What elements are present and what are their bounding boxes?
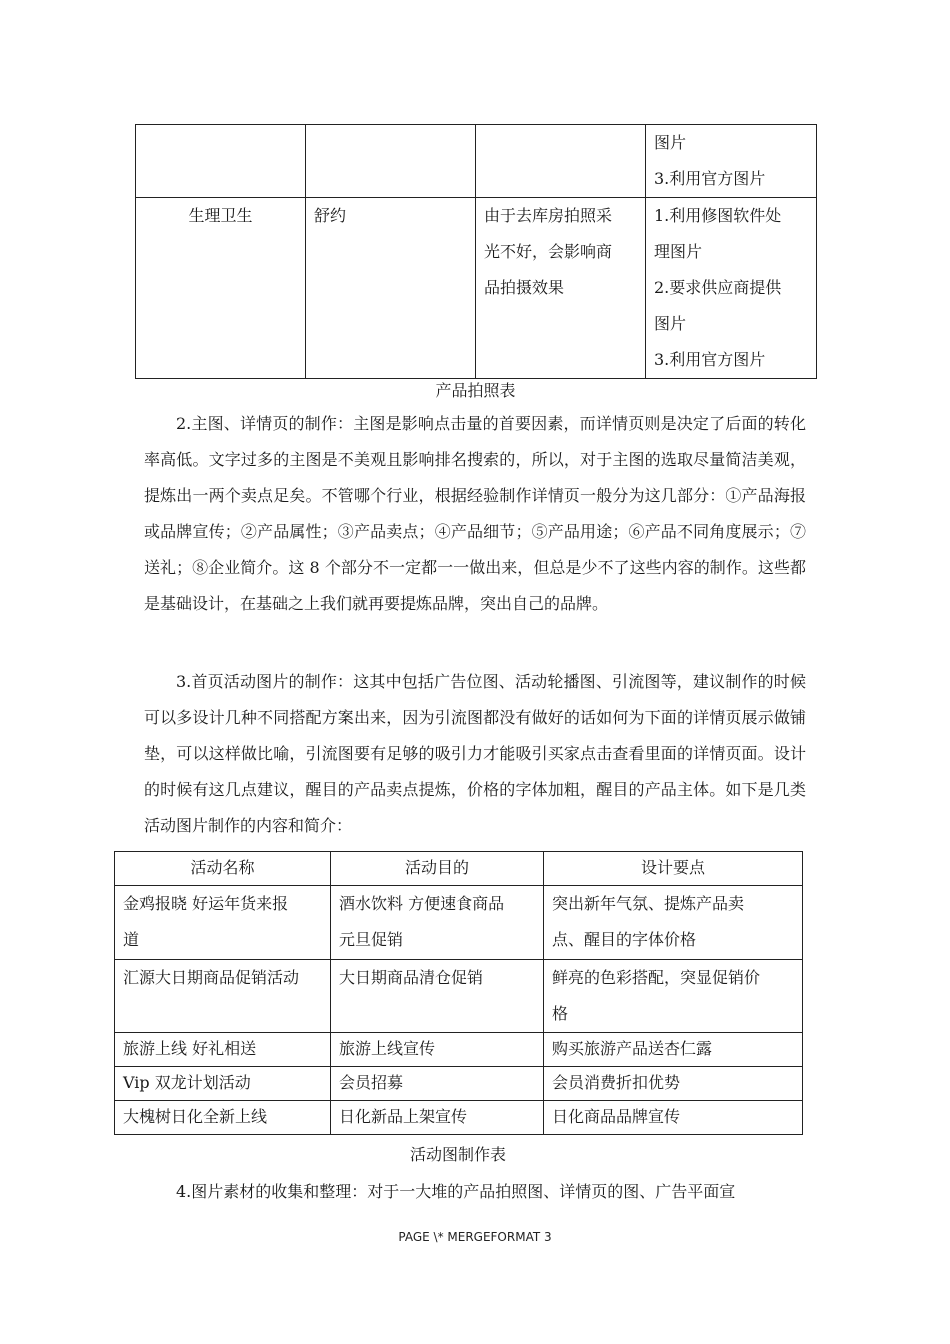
cell-text: 品拍摄效果 (484, 278, 565, 297)
table-caption: 活动图制作表 (409, 1145, 506, 1164)
table-row (136, 125, 817, 198)
table-cell (646, 198, 817, 379)
table-cell: 日化商品品牌宣传 (544, 1101, 803, 1135)
cell-text: 金鸡报晓 好运年货来报 (123, 894, 289, 913)
cell-text: 突出新年气氛、提炼产品卖 (552, 894, 745, 913)
table-cell: 日化新品上架宣传 (331, 1101, 544, 1135)
column-header: 活动目的 (331, 852, 544, 886)
table-cell: 旅游上线宣传 (331, 1033, 544, 1067)
cell-text: 格 (552, 1004, 569, 1023)
cell-text: 2.要求供应商提供 (654, 278, 782, 297)
table-row (136, 198, 817, 379)
cell-text: 酒水饮料 方便速食商品 (339, 894, 505, 913)
table-cell: 会员消费折扣优势 (544, 1067, 803, 1101)
paragraph: 4.图片素材的收集和整理：对于一大堆的产品拍照图、详情页的图、广告平面宣 (176, 1182, 736, 1201)
cell-text: 汇源大日期商品促销活动 (123, 968, 300, 987)
table-cell (476, 198, 646, 379)
table-cell (306, 125, 476, 198)
cell-text: 元旦促销 (339, 930, 404, 949)
cell-text: 鲜亮的色彩搭配，突显促销价 (552, 968, 761, 987)
activity-image-table (114, 851, 803, 1135)
cell-text: 由于去库房拍照采 (484, 206, 613, 225)
table-cell (476, 125, 646, 198)
cell-text: 图片 (654, 133, 687, 152)
table-cell (331, 886, 544, 960)
cell-text: 3.利用官方图片 (654, 350, 766, 369)
product-photo-table (135, 124, 817, 379)
table-row (115, 1101, 803, 1135)
table-caption: 产品拍照表 (435, 381, 516, 400)
table-cell: 购买旅游产品送杏仁露 (544, 1033, 803, 1067)
paragraph: 3.首页活动图片的制作：这其中包括广告位图、活动轮播图、引流图等，建议制作的时候可以多设计几种不同搭配方案出来，因为引流图都没有做好的话如何为下面的详情页展示做铺垫，可以这样做比喻，引流图要有足够的吸引力才能吸引买家点击查看里面的详情页面。设计的时候有这几点建议，醒目的产品卖点提炼，价格的字体加粗，醒目的产品主体。如下是几类活动图片制作的内容和简介： (144, 672, 806, 835)
table-cell: 旅游上线 好礼相送 (115, 1033, 331, 1067)
table-cell: 会员招募 (331, 1067, 544, 1101)
table-row (115, 960, 803, 1033)
table-cell (331, 960, 544, 1033)
page-footer: PAGE \* MERGEFORMAT 3 (398, 1230, 552, 1244)
table-cell (646, 125, 817, 198)
table-row (115, 886, 803, 960)
table-cell (544, 886, 803, 960)
cell-text: 3.利用官方图片 (654, 169, 766, 188)
table-row (115, 1067, 803, 1101)
table-cell (115, 960, 331, 1033)
cell-text: 点、醒目的字体价格 (552, 930, 697, 949)
column-header: 设计要点 (544, 852, 803, 886)
table-cell: 生理卫生 (136, 198, 306, 379)
table-row (115, 1033, 803, 1067)
table-cell (115, 886, 331, 960)
table-cell: 舒约 (306, 198, 476, 379)
cell-text: 理图片 (654, 242, 703, 261)
cell-text: 图片 (654, 314, 687, 333)
table-cell (136, 125, 306, 198)
cell-text: 1.利用修图软件处 (654, 206, 782, 225)
table-cell (544, 960, 803, 1033)
table-cell: Vip 双龙计划活动 (115, 1067, 331, 1101)
paragraph: 2.主图、详情页的制作：主图是影响点击量的首要因素，而详情页则是决定了后面的转化率高低。文字过多的主图是不美观且影响排名搜索的，所以，对于主图的选取尽量简洁美观，提炼出一两个卖点足矣。不管哪个行业，根据经验制作详情页一般分为这几部分：①产品海报或品牌宣传；②产品属性；③产品卖点；④产品细节；⑤产品用途；⑥产品不同角度展示；⑦送礼；⑧企业简介。这 8 个部分不一定都一一做出来，但总是少不了这些内容的制作。这些都是基础设计，在基础之上我们就再要提炼品牌，突出自己的品牌。 (144, 414, 806, 613)
cell-text: 光不好，会影响商 (484, 242, 613, 261)
table-cell: 大槐树日化全新上线 (115, 1101, 331, 1135)
table-header-row (115, 852, 803, 886)
cell-text: 大日期商品清仓促销 (339, 968, 484, 987)
column-header: 活动名称 (115, 852, 331, 886)
cell-text: 道 (123, 930, 140, 949)
